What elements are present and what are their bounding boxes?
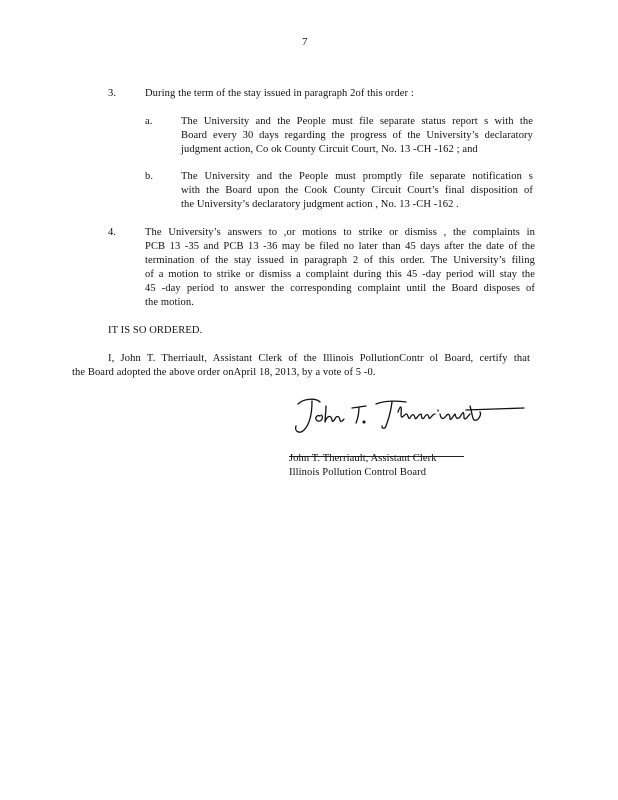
- item-3a-label: a.: [145, 116, 153, 127]
- it-is-so-ordered: IT IS SO ORDERED.: [108, 325, 203, 336]
- certification-line-1: I, John T. Therriault, Assistant Clerk of the Illinois PollutionContr ol Board, certify that: [108, 353, 530, 364]
- item-3a-line-3: judgment action, Co ok County Circuit Court, No. 13 -CH -162 ; and: [181, 144, 478, 155]
- item-3b-line-3: the University’s declaratory judgment action , No. 13 -CH -162 .: [181, 199, 459, 210]
- signer-organization: Illinois Pollution Control Board: [289, 467, 427, 478]
- item-3a-line-2: Board every 30 days regarding the progress of the University’s declaratory: [181, 130, 533, 141]
- item-4-line-1: The University’s answers to ,or motions to strike or dismiss , the complaints in: [145, 227, 535, 238]
- item-4-line-5: 45 -day period to answer the corresponding complaint until the Board disposes of: [145, 283, 535, 294]
- certification-line-2: the Board adopted the above order onApril 18, 2013, by a vote of 5 -0.: [72, 367, 376, 378]
- item-3b-line-1: The University and the People must promptly file separate notification s: [181, 171, 533, 182]
- item-4-line-6: the motion.: [145, 297, 194, 308]
- item-4-number: 4.: [108, 227, 117, 238]
- page-number: 7: [302, 36, 308, 48]
- item-3-text: During the term of the stay issued in paragraph 2of this order :: [145, 88, 414, 99]
- item-3b-line-2: with the Board upon the Cook County Circuit Court’s final disposition of: [181, 185, 533, 196]
- item-4-line-4: of a motion to strike or dismiss a complaint during this 45 -day period will stay the: [145, 269, 535, 280]
- item-3b-label: b.: [145, 171, 154, 182]
- item-3a-line-1: The University and the People must file separate status report s with the: [181, 116, 533, 127]
- signer-name-title: John T. Therriault, Assistant Clerk: [289, 453, 437, 464]
- handwritten-signature: [290, 392, 530, 442]
- item-4-line-3: termination of the stay issued in paragraph 2 of this order. The University’s filing: [145, 255, 535, 266]
- item-4-line-2: PCB 13 -35 and PCB 13 -36 may be filed no later than 45 days after the date of the: [145, 241, 535, 252]
- item-3-number: 3.: [108, 88, 117, 99]
